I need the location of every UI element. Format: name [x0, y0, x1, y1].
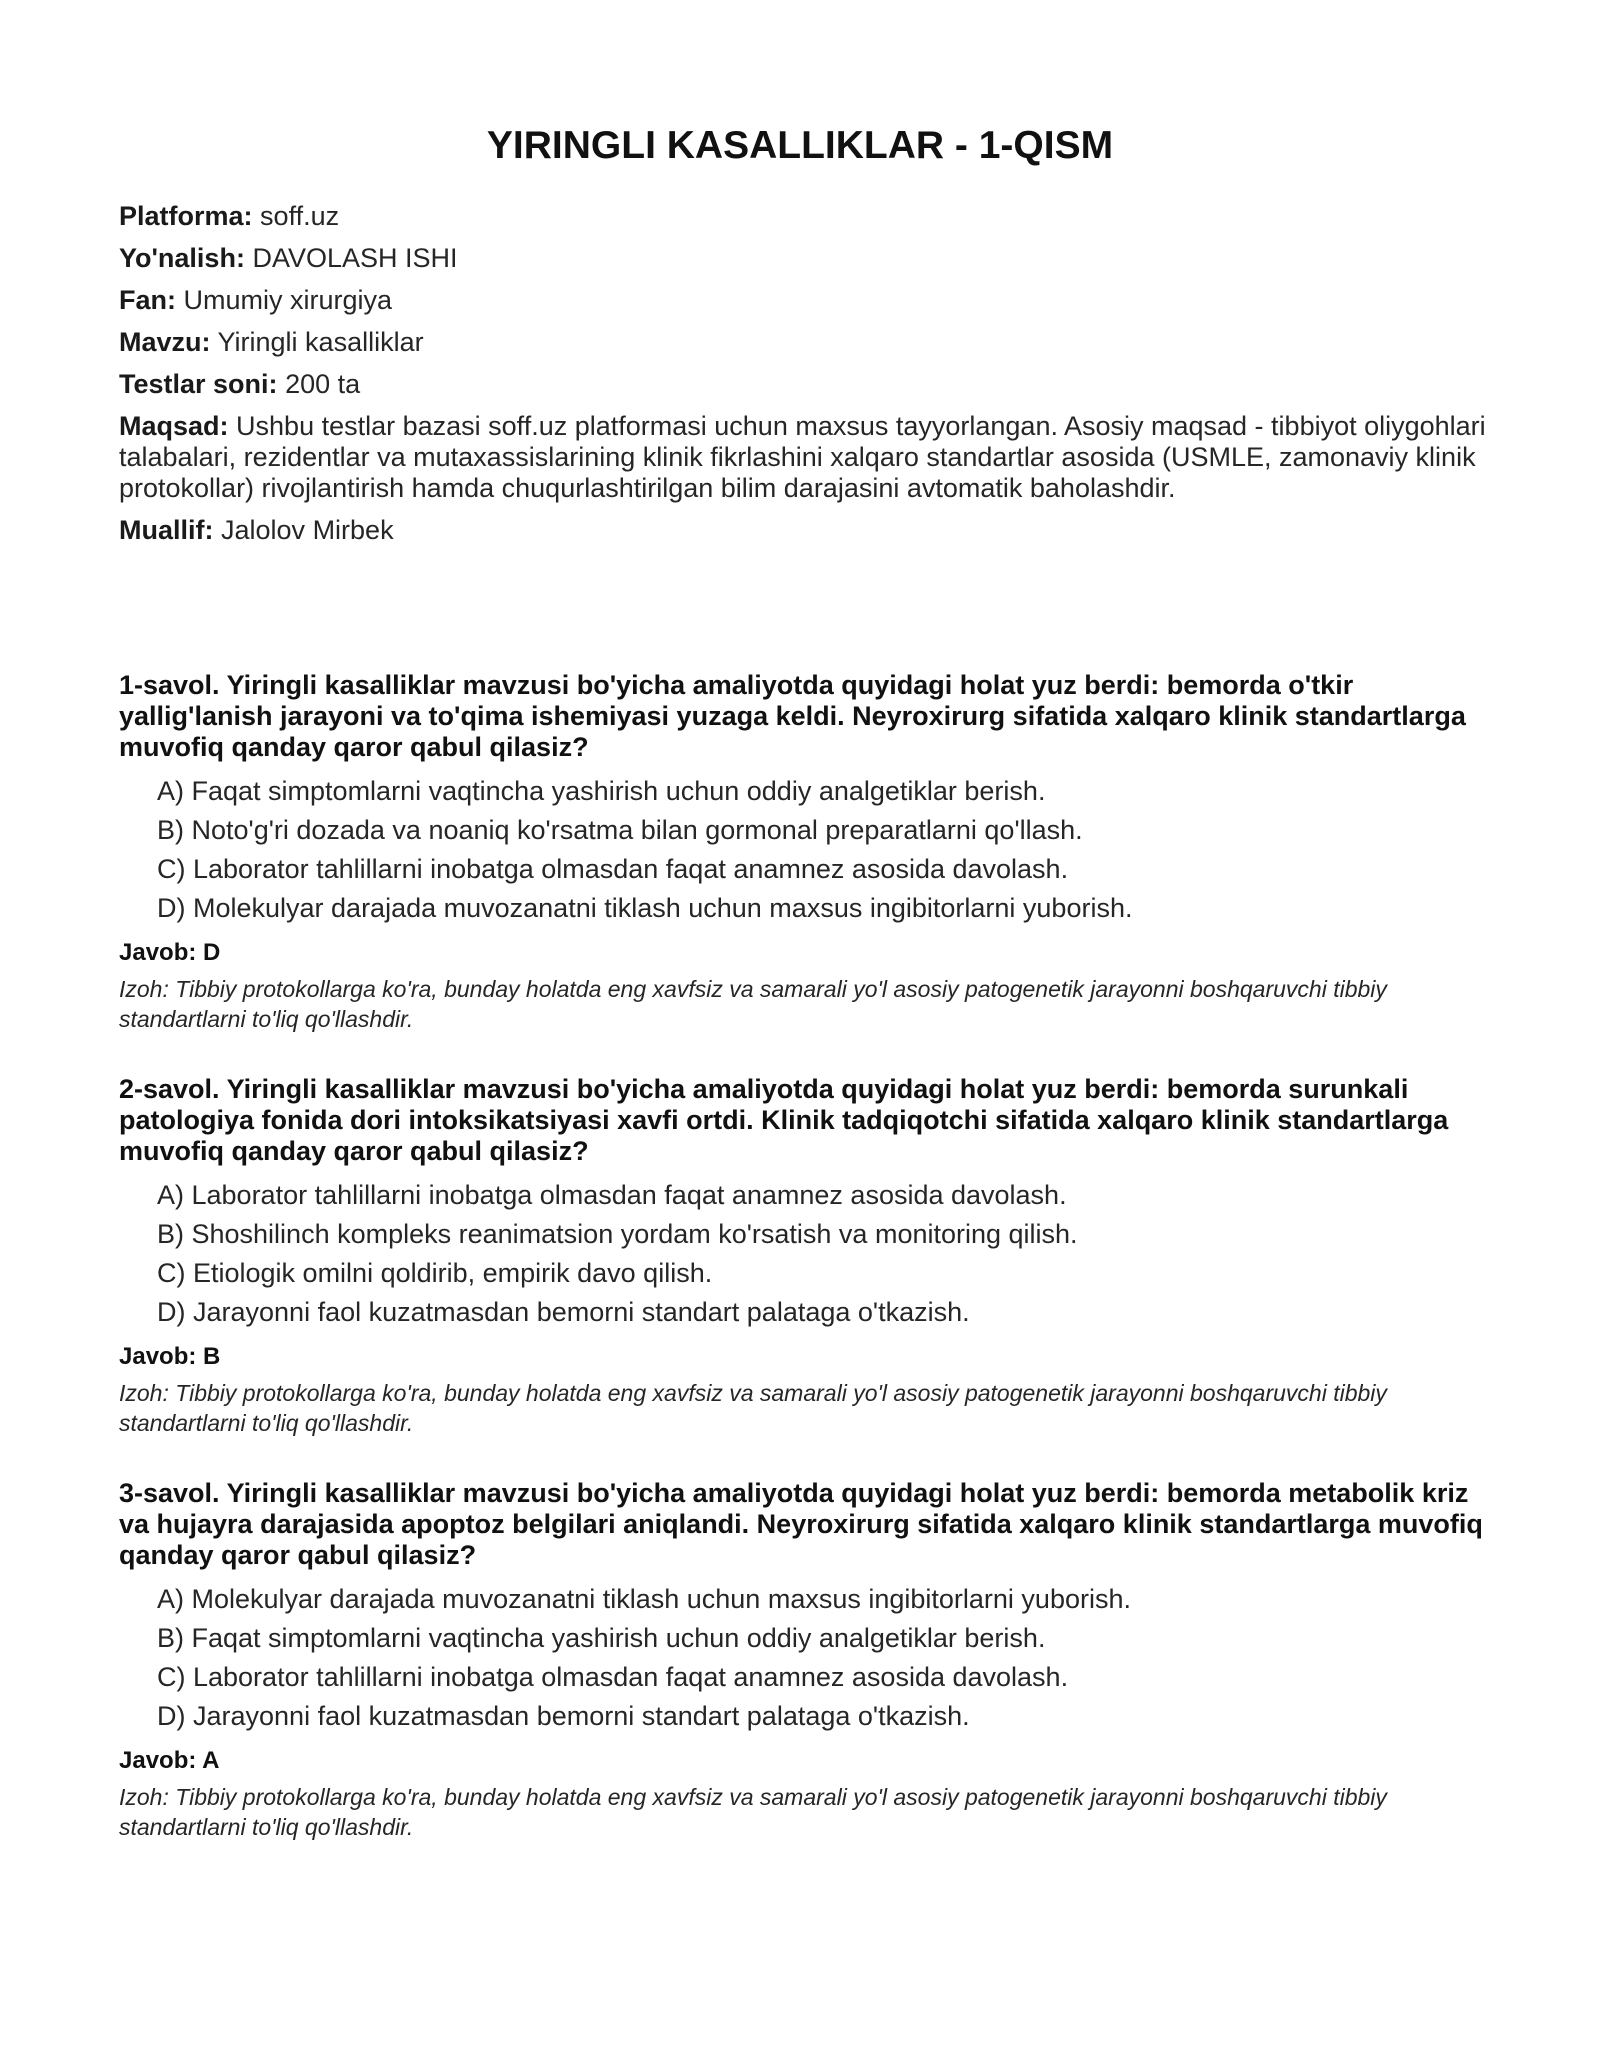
meta-platform: [119, 201, 1489, 232]
question-2: [119, 1074, 1489, 1478]
option-d: D) Jarayonni faol kuzatmasdan bemorni standart palataga o'tkazish.: [157, 1297, 970, 1327]
option-c: C) Laborator tahlillarni inobatga olmasdan faqat anamnez asosida davolash.: [157, 854, 1069, 884]
correct-answer: Javob: B: [119, 1343, 221, 1370]
answer-options: [119, 1180, 1489, 1328]
question-text: 3-savol. Yiringli kasalliklar mavzusi bo'yicha amaliyotda quyidagi holat yuz berdi: bemorda metabolik kriz va hujayra darajasida apoptoz belgilari aniqlandi. Neyroxirurg sifatida xalqaro klinik standartlarga muvofiq qanday qaror qabul qilasiz?: [119, 1478, 1483, 1570]
question-text: 2-savol. Yiringli kasalliklar mavzusi bo'yicha amaliyotda quyidagi holat yuz berdi: bemorda surunkali patologiya fonida dori intoksikatsiyasi xavfi ortdi. Klinik tadqiqotchi sifatida xalqaro klinik standartlarga muvofiq qanday qaror qabul qilasiz?: [119, 1074, 1449, 1166]
meta-key: Mavzu:: [119, 327, 211, 357]
meta-value: DAVOLASH ISHI: [252, 243, 458, 273]
option-b: B) Noto'g'ri dozada va noaniq ko'rsatma bilan gormonal preparatlarni qo'llash.: [157, 815, 1083, 845]
option-a: A) Faqat simptomlarni vaqtincha yashirish uchun oddiy analgetiklar berish.: [157, 776, 1046, 806]
meta-subject: [119, 285, 1489, 316]
option-a: A) Laborator tahlillarni inobatga olmasdan faqat anamnez asosida davolash.: [157, 1180, 1067, 1210]
meta-author: [119, 515, 1489, 546]
meta-key: Fan:: [119, 285, 176, 315]
answer-options: [119, 1584, 1489, 1732]
correct-answer: Javob: A: [119, 1747, 220, 1774]
option-d: D) Jarayonni faol kuzatmasdan bemorni standart palataga o'tkazish.: [157, 1701, 970, 1731]
meta-value: Jalolov Mirbek: [221, 515, 394, 545]
meta-value: 200 ta: [285, 369, 361, 399]
meta-key: Platforma:: [119, 201, 253, 231]
meta-key: Muallif:: [119, 515, 214, 545]
document-meta: [119, 201, 1489, 557]
explanation-note: Izoh: Tibbiy protokollarga ko'ra, bunday holatda eng xavfsiz va samarali yo'l asosiy patogenetik jarayonni boshqaruvchi tibbiy standartlarni to'liq qo'llashdir.: [119, 976, 1387, 1032]
option-d: D) Molekulyar darajada muvozanatni tiklash uchun maxsus ingibitorlarni yuborish.: [157, 893, 1133, 923]
meta-key: Yo'nalish:: [119, 243, 245, 273]
meta-key: Testlar soni:: [119, 369, 278, 399]
meta-value: Umumiy xirurgiya: [183, 285, 393, 315]
meta-value: Yiringli kasalliklar: [217, 327, 424, 357]
meta-value: soff.uz: [260, 201, 340, 231]
option-a: A) Molekulyar darajada muvozanatni tiklash uchun maxsus ingibitorlarni yuborish.: [157, 1584, 1131, 1614]
meta-key: Maqsad:: [119, 411, 229, 441]
explanation-note: Izoh: Tibbiy protokollarga ko'ra, bunday holatda eng xavfsiz va samarali yo'l asosiy patogenetik jarayonni boshqaruvchi tibbiy standartlarni to'liq qo'llashdir.: [119, 1784, 1387, 1840]
meta-topic: [119, 327, 1489, 358]
option-c: C) Laborator tahlillarni inobatga olmasdan faqat anamnez asosida davolash.: [157, 1662, 1069, 1692]
meta-value: Ushbu testlar bazasi soff.uz platformasi uchun maxsus tayyorlangan. Asosiy maqsad - tibbiyot oliygohlari talabalari, rezidentlar va mutaxassislarining klinik fikrlashini xalqaro standartlar asosida (USMLE, zamonaviy klinik protokollar) rivojlantirish hamda chuqurlashtirilgan bilim darajasini avtomatik baholashdir.: [119, 411, 1486, 503]
meta-direction: [119, 243, 1489, 274]
question-list: [119, 670, 1489, 1882]
document-title: YIRINGLI KASALLIKLAR - 1-QISM: [486, 124, 1114, 167]
question-text: 1-savol. Yiringli kasalliklar mavzusi bo'yicha amaliyotda quyidagi holat yuz berdi: bemorda o'tkir yallig'lanish jarayoni va to'qima ishemiyasi yuzaga keldi. Neyroxirurg sifatida xalqaro klinik standartlarga muvofiq qanday qaror qabul qilasiz?: [119, 670, 1466, 762]
answer-options: [119, 776, 1489, 924]
option-b: B) Faqat simptomlarni vaqtincha yashirish uchun oddiy analgetiklar berish.: [157, 1623, 1046, 1653]
option-b: B) Shoshilinch kompleks reanimatsion yordam ko'rsatish va monitoring qilish.: [157, 1219, 1078, 1249]
option-c: C) Etiologik omilni qoldirib, empirik davo qilish.: [157, 1258, 713, 1288]
question-1: [119, 670, 1489, 1074]
explanation-note: Izoh: Tibbiy protokollarga ko'ra, bunday holatda eng xavfsiz va samarali yo'l asosiy patogenetik jarayonni boshqaruvchi tibbiy standartlarni to'liq qo'llashdir.: [119, 1380, 1387, 1436]
meta-purpose: [119, 411, 1489, 504]
correct-answer: Javob: D: [119, 939, 221, 966]
meta-test-count: [119, 369, 1489, 400]
question-3: [119, 1478, 1489, 1882]
